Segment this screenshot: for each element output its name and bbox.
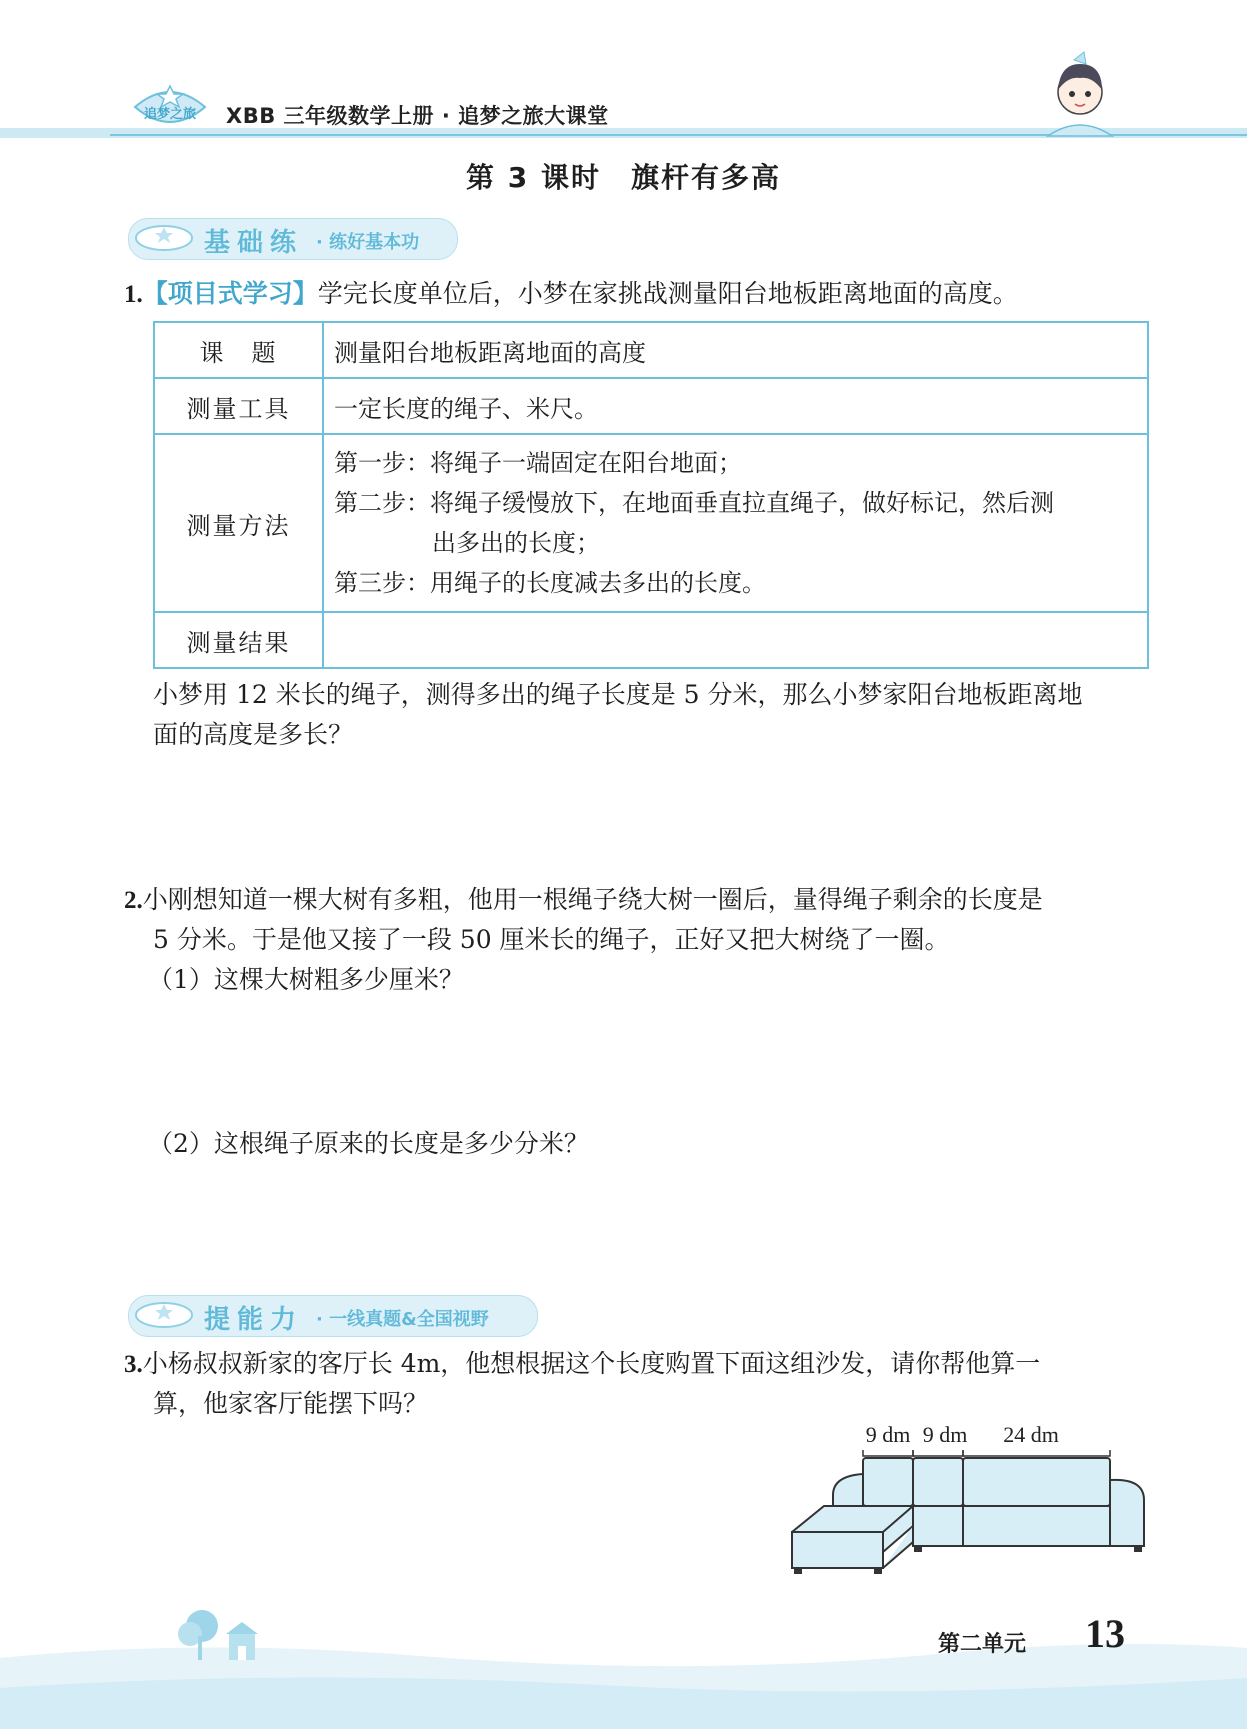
section-banner-ability: [128, 1295, 538, 1335]
q3-number: 3.: [124, 1351, 143, 1378]
q1-text: 学完长度单位后，小梦在家挑战测量阳台地板距离地面的高度。: [317, 279, 1018, 308]
banner-badge-icon: [134, 224, 194, 252]
table-row: [154, 322, 1148, 378]
table-row: [154, 378, 1148, 434]
table-head-cell: 测量方法: [154, 434, 323, 612]
table-row: [154, 434, 1148, 612]
table-steps-cell: [323, 434, 1148, 612]
step-2: 第二步：将绳子缓慢放下，在地面垂直拉直绳子，做好标记，然后测: [334, 489, 1054, 517]
q1-intro: [124, 274, 1018, 315]
back-cushion: [863, 1458, 913, 1506]
banner-badge-icon: [134, 1301, 194, 1329]
table-head-cell: 测量工具: [154, 378, 323, 434]
q1-question-line2: 面的高度是多长？: [153, 720, 354, 749]
sofa-seat: [913, 1506, 1110, 1546]
dim-bracket: [963, 1450, 1110, 1456]
q2-line1: [124, 880, 1043, 921]
dim-label-2: 9 dm: [922, 1422, 968, 1447]
q3-line2: 算，他家客厅能摆下吗？: [153, 1389, 429, 1418]
logo-text: 追梦之旅: [143, 107, 197, 122]
q2-line2: 5 分米。于是他又接了一段 50 厘米长的绳子，正好又把大树绕了一圈。: [153, 925, 950, 954]
section-sub: · 练好基本功: [316, 232, 420, 253]
q2-sub2: （2）这根绳子原来的长度是多少分米？: [148, 1129, 589, 1158]
q2-number: 2.: [124, 887, 143, 914]
section-sub: · 一线真题&全国视野: [316, 1309, 489, 1330]
q2-sub1: （1）这棵大树粗多少厘米？: [148, 965, 464, 994]
measurement-table: [153, 321, 1149, 669]
lesson-title: 第 3 课时 旗杆有多高: [466, 161, 781, 194]
dim-bracket: [863, 1450, 913, 1456]
back-cushion: [963, 1458, 1110, 1506]
step-2-cont: 出多出的长度；: [432, 529, 600, 557]
section-banner-basic: [128, 218, 458, 258]
q3-text: 小杨叔叔新家的客厅长 4m，他想根据这个长度购置下面这组沙发，请你帮他算一: [142, 1349, 1041, 1378]
logo-badge: [125, 82, 215, 132]
unit-label: 第二单元: [938, 1632, 1027, 1657]
sofa-illustration: [788, 1420, 1148, 1580]
page-number: 13: [1085, 1611, 1125, 1656]
q1-number: 1.: [124, 281, 143, 308]
table-head-cell: 测量结果: [154, 612, 323, 668]
tree-house-icon: [176, 1608, 266, 1662]
dim-bracket: [913, 1450, 963, 1456]
back-cushion: [913, 1458, 963, 1506]
section-label: 基础练: [204, 228, 304, 258]
dim-label-3: 24 dm: [1003, 1422, 1059, 1447]
q2-text: 小刚想知道一棵大树有多粗，他用一根绳子绕大树一圈后，量得绳子剩余的长度是: [142, 885, 1043, 914]
sofa-left-arm: [833, 1474, 863, 1506]
table-row: [154, 612, 1148, 668]
table-content-cell: 一定长度的绳子、米尺。: [323, 378, 1148, 434]
table-content-cell: [323, 612, 1148, 668]
table-head-cell: 课 题: [154, 322, 323, 378]
table-content-cell: 测量阳台地板距离地面的高度: [323, 322, 1148, 378]
section-label: 提能力: [204, 1305, 304, 1335]
q3-line1: [124, 1344, 1040, 1385]
step-1: 第一步：将绳子一端固定在阳台地面；: [334, 449, 742, 477]
sofa-right-arm: [1110, 1480, 1144, 1546]
step-3: 第三步：用绳子的长度减去多出的长度。: [334, 569, 766, 597]
dim-label-1: 9 dm: [865, 1422, 911, 1447]
book-title: XBB 三年级数学上册 · 追梦之旅大课堂: [226, 104, 609, 128]
mascot-illustration: [1040, 50, 1120, 138]
q1-question-line1: 小梦用 12 米长的绳子，测得多出的绳子长度是 5 分米，那么小梦家阳台地板距离地: [153, 680, 1083, 709]
q1-tag: 【项目式学习】: [142, 279, 318, 308]
